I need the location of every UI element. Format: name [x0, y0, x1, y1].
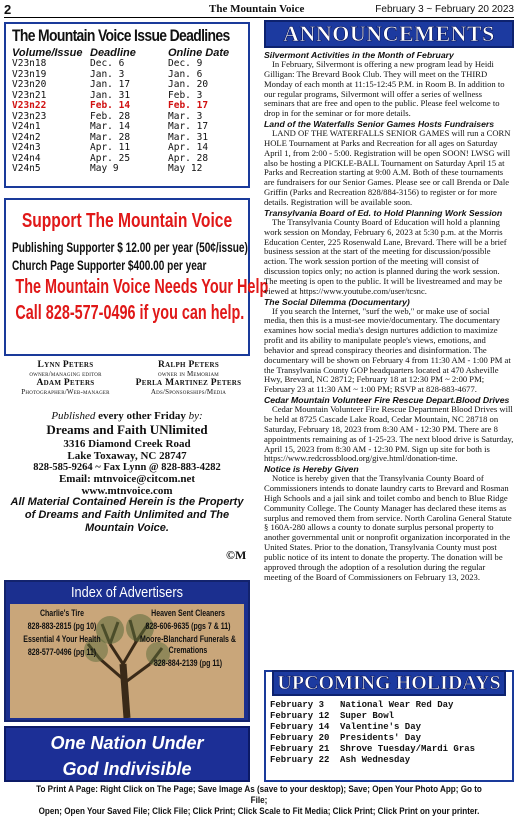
deadline-cell: Mar. 31 [168, 131, 209, 143]
staff-name: Perla Martinez Peters [135, 378, 242, 388]
holiday-row [270, 711, 506, 722]
deadline-cell: V23n18 [12, 58, 47, 69]
deadline-row [12, 59, 242, 70]
announcement-body: Cedar Mountain Volunteer Fire Rescue Department Blood Drives will be held at 8725 Cascade Lake Road, Cedar Mountain, NC 28718 on Saturday, February 18, 2023 from 8:30 AM - 12:30 PM. There are 8 appointments remaining as of 1-25-23. The next blood drive is Saturday, April 15, 2023 from 8:30 AM - 12:30 PM. Sign up site for both is https://www.redcrossblood.org/give.html/donation-time. [264, 404, 514, 464]
needs-help-line: The Mountain Voice Needs Your Help [15, 276, 269, 298]
announcements-banner [264, 20, 514, 48]
advertisers-index [4, 580, 250, 722]
deadline-cell: Jan. 20 [168, 79, 209, 90]
publisher-info [4, 410, 250, 497]
one-nation-banner [4, 726, 250, 782]
deadline-cell: V23n23 [12, 110, 47, 122]
holiday-name: Ash Wednesday [340, 755, 411, 765]
deadline-cell: V23n20 [12, 79, 47, 90]
deadline-cell: V23n19 [12, 68, 47, 80]
published-frequency: every other Friday [98, 410, 186, 422]
deadline-cell: Feb. 28 [90, 110, 131, 122]
deadline-row [12, 101, 242, 112]
announcements-title: ANNOUNCEMENTS [283, 21, 495, 46]
church-supporter-line: Church Page Supporter $400.00 per year [12, 257, 207, 273]
publisher-phone: 828-585-9264 ~ Fax Lynn @ 828-883-4282 [33, 462, 221, 473]
deadline-cell: Mar. 28 [90, 131, 131, 143]
staff-row [4, 360, 250, 378]
announcement-body: LAND OF THE WATERFALLS SENIOR GAMES will run a CORN HOLE Tournament at Parks and Recreation for all ages on Saturday April 1, from 2:00 - 5:00. Registration will be open SOON! LWSG will also be hosting a PICKLE-BALL Tournament on Saturday April 15 at Parks and Recreation starting at 9:00 A.M. Both of these tournaments are fundraisers for our Senior Games. Please see or call Brenda or Dale Griffin (Parks and Recreation 828/884-3156) to register or for more details. Registration will be available soon. [264, 128, 511, 207]
masthead: The Mountain Voice [209, 3, 305, 15]
announcement-heading: Transylvania Board of Ed. to Hold Planning Work Session [264, 207, 503, 218]
print-instructions [30, 784, 489, 817]
advertiser-name: Charlie's Tire [39, 608, 85, 618]
staff-role: owner/managing editor [29, 370, 102, 378]
deadline-cell: Mar. 3 [168, 110, 203, 122]
holiday-name: Valentine's Day [340, 722, 422, 732]
column-header: Online Date [168, 47, 230, 59]
holiday-date: February 21 [270, 744, 330, 754]
one-nation-line-1: One Nation Under [50, 733, 204, 753]
deadline-cell: Apr. 14 [168, 142, 209, 153]
advertiser-name: Heaven Sent Cleaners [151, 608, 225, 618]
advertiser-name: Essential 4 Your Health [23, 634, 101, 644]
publisher-email[interactable]: Email: mtnvoice@citcom.net [58, 473, 196, 485]
holiday-row [270, 722, 506, 733]
staff-member [127, 378, 250, 396]
deadline-cell: V24n5 [12, 163, 41, 174]
deadline-cell: May 9 [90, 163, 119, 174]
announcement-body: Notice is hereby given that the Transylvania County Board of Commissioners intends to donate laundry carts to Brevard and Rosman High Schools and a jail sink and toilet combo and bench to Blue Ridge Community College. The County Manager has declared these items as surplus and removed them from service. North Carolina General Statute § 160A-280 allows a county to donate surplus personal property to another governmental unit or nonprofit organization incorporated in the United States. Prior to the donation, Transylvania County must post public notice of its intent to donate the property. The donation will be approved through the adoption of a resolution during the regular meeting of the Board of Commissioners on February 13, 2023. [264, 473, 512, 582]
announcement-body: In February, Silvermont is offering a new program lead by Heidi Gilligan: The Brevard Book Club. They will meet on the THIRD Monday of each month at 11:15-12:45 P.M. in Room B. In addition to our regular programs, Silvermont will offer a series of wellness seminars that are free and open to the public. Please feel welcome to drop in for the seminar or for more details. [264, 59, 505, 119]
deadline-cell: V23n22 [12, 100, 47, 111]
advertisers-panel [10, 604, 244, 718]
issue-deadlines-box [4, 22, 250, 188]
column-header: Volume/Issue [12, 47, 83, 59]
copyright-logo: ©M [226, 548, 247, 562]
announcement-heading: Notice is Hereby Given [264, 464, 359, 475]
deadline-cell: Dec. 6 [90, 58, 125, 69]
holiday-name: National Wear Red Day [340, 700, 454, 710]
deadline-cell: V24n1 [12, 121, 41, 132]
deadline-cell: Jan. 3 [90, 68, 125, 80]
announcement-heading: Silvermont Activities in the Month of February [264, 50, 454, 60]
published-prefix: Published [51, 410, 96, 422]
deadline-cell: May 12 [168, 163, 203, 174]
holiday-name: Shrove Tuesday/Mardi Gras [340, 744, 476, 754]
support-title: Support The Mountain Voice [21, 210, 233, 232]
announcement-body: The Transylvania County Board of Education will hold a planning work session on Monday, February 6, 2023 at 5:30 p.m. at the Morris Education Center, 225 Rosenwald Lane, Brevard. There will be a brief business session at the start of the meeting for discussion/possible action. The work session portion of the meeting will consist of discussion topics only; no action is planned during the work session. The meeting is open to the public. It will be livestreamed and may be viewed at https://www.youtube.com/user/tcsnc. [264, 216, 507, 296]
upcoming-holidays-box [264, 670, 514, 782]
one-nation-line-2: God Indivisible [62, 759, 192, 779]
advertiser-phone: 828-606-9635 (pgs 7 & 11) [145, 621, 231, 631]
support-box [4, 198, 269, 356]
advertiser-phone: 828-884-2139 (pg 11) [153, 658, 223, 668]
advertiser-phone: 828-883-2815 (pg 10) [27, 621, 97, 631]
deadline-cell: Feb. 17 [168, 100, 209, 111]
staff-role: Ads/Sponsorships/Media [150, 388, 227, 396]
deadline-row [12, 80, 242, 91]
holiday-date: February 3 [270, 700, 325, 710]
published-suffix: by: [188, 410, 203, 422]
holiday-name: Presidents' Day [340, 733, 422, 743]
deadlines-table-body [12, 59, 242, 175]
holiday-row [270, 733, 506, 744]
deadline-cell: V24n2 [12, 131, 41, 143]
deadlines-title: The Mountain Voice Issue Deadlines [12, 26, 230, 45]
staff-role: owner in Memoriam [158, 370, 219, 378]
deadline-cell: Jan. 17 [90, 79, 131, 90]
deadline-row [12, 122, 242, 133]
holiday-row [270, 755, 506, 766]
publisher-website-link[interactable]: www.mtnvoice.com [81, 485, 173, 497]
deadline-cell: Apr. 11 [90, 142, 131, 153]
staff-role: Photographer/Web-manager [21, 388, 110, 396]
holiday-date: February 14 [270, 722, 330, 732]
staff-member [4, 378, 127, 396]
advertiser-phone: 828-577-0496 (pg 11) [27, 647, 97, 657]
announcement-heading: Cedar Mountain Volunteer Fire Rescue Depart.Blood Drives [264, 395, 510, 406]
holiday-date: February 22 [270, 755, 330, 765]
page-number: 2 [4, 2, 12, 17]
advertisers-left-column [15, 608, 109, 660]
deadline-cell: Jan. 6 [168, 68, 203, 80]
staff-row [4, 378, 250, 396]
publisher-address-1: 3316 Diamond Creek Road [63, 438, 191, 450]
holiday-date: February 12 [270, 711, 330, 721]
holidays-title: UPCOMING HOLIDAYS [277, 672, 501, 694]
print-instructions-line-1: To Print A Page: Right Click on The Page; Save Image As (save to your desktop); Save; Open Your Photo App; Go to File; [36, 784, 482, 805]
deadline-cell: Apr. 25 [90, 152, 131, 164]
staff-member [4, 360, 127, 378]
deadlines-header-row [12, 47, 242, 59]
deadline-cell: Feb. 14 [90, 100, 131, 111]
staff-name: Ralph Peters [157, 360, 220, 370]
deadline-row [12, 154, 242, 165]
call-line: Call 828-577-0496 if you can help. [15, 302, 245, 324]
advertiser-name: Moore-Blanchard Funerals & Cremations [140, 634, 236, 655]
announcement-heading: The Social Dilemma (Documentary) [264, 296, 410, 307]
holiday-row [270, 700, 506, 711]
column-header: Deadline [90, 47, 136, 59]
deadline-cell: Dec. 9 [168, 58, 203, 69]
deadline-row [12, 143, 242, 154]
deadline-cell: V23n21 [12, 89, 47, 101]
holiday-name: Super Bowl [340, 711, 395, 721]
announcement-heading: Land of the Waterfalls Senior Games Hosts Fundraisers [264, 119, 495, 130]
holidays-list [270, 700, 506, 766]
holidays-banner [272, 670, 506, 696]
deadline-cell: Mar. 14 [90, 121, 131, 132]
publisher-name: Dreams and Faith UNlimited [46, 422, 208, 437]
holiday-row [270, 744, 506, 755]
deadline-row [12, 164, 242, 175]
advertisers-title: Index of Advertisers [71, 584, 183, 601]
staff-name: Adam Peters [36, 378, 95, 388]
deadlines-table [12, 47, 242, 175]
holiday-date: February 20 [270, 733, 330, 743]
deadline-cell: Feb. 3 [168, 89, 203, 101]
staff-credits [4, 360, 250, 396]
copyright-notice: All Material Contained Herein is the Property of Dreams and Faith Unlimited and The Mountain Voice. [10, 496, 244, 534]
announcements-body [264, 50, 514, 656]
deadline-cell: V24n4 [12, 152, 41, 164]
deadline-cell: Jan. 31 [90, 89, 131, 101]
staff-name: Lynn Peters [37, 360, 94, 370]
page-header [4, 2, 514, 18]
publisher-address-2: Lake Toxaway, NC 28747 [67, 450, 187, 462]
deadline-cell: Mar. 17 [168, 121, 209, 132]
issue-date-range: February 3 ~ February 20 2023 [375, 4, 514, 15]
staff-member [127, 360, 250, 378]
deadline-cell: Apr. 28 [168, 152, 209, 164]
print-instructions-line-2: Open; Open Your Saved File; Click File; Click Print; Click Scale to Fit Media; Click Print; Click Print on your printer. [38, 806, 480, 816]
published-line [4, 410, 250, 422]
announcement-body: If you search the Internet, "surf the web," or make use of social media, then this is a must-see movie/documentary. The documentary examines how social media's design nurtures addiction to maximize profit and its ability to manipulate people's views, emotions, and behavior and spread conspiracy theories and disinformation. The documentary will be shown on February 4 from 11:30 AM - 1:00 PM at the Transylvania County GOP headquarters located at 470 Asheville Hwy, Brevard, NC 28712; February 18 at 12:30 PM ~ 2:00 PM; February 23 at 11:30 AM ~ 1:00 PM; RSVP at 828-883-4677. [264, 305, 511, 395]
advertisers-right-column [137, 608, 240, 671]
deadline-cell: V24n3 [12, 142, 41, 153]
publishing-supporter-line: Publishing Supporter $ 12.00 per year (50¢/issue) [12, 239, 248, 255]
